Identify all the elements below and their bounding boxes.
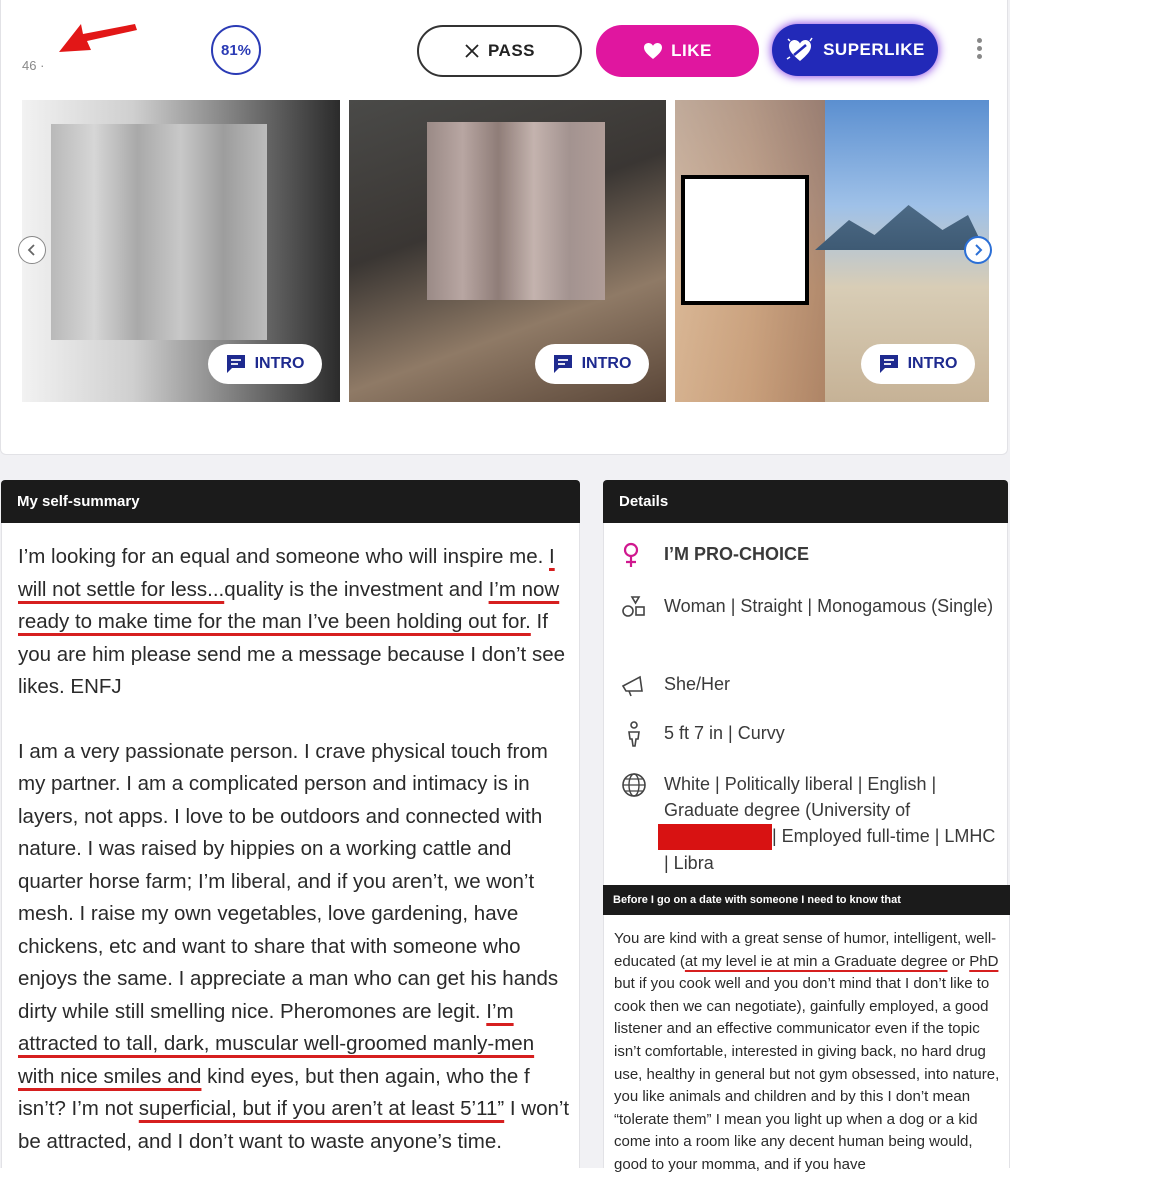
intro-label: INTRO [581,355,632,372]
self-summary-panel [1,523,580,1168]
body-text: 5 ft 7 in | Curvy [664,723,785,743]
match-percentage: 81% [211,25,261,75]
underlined-text: I will not settle for less... [18,545,555,601]
female-symbol-icon [620,541,648,569]
self-summary-header: My self-summary [1,480,580,523]
chevron-right-icon [972,244,984,256]
chevron-left-icon [26,244,38,256]
previous-photo-button[interactable] [18,236,46,264]
blurred-face-redaction [427,122,605,300]
question-answer-text: You are kind with a great sense of humor, intelligent, well-educated (at my level ie at min a Graduate degree or PhD but if you cook well and you don’t mind that I don’t like to cook then we can negotiate), gainfully employed, a good listener and an effective communicator even if the topic isn’t comfortable, interested in giving back, no hard drug use, healthy in general but not gym obsessed, into nature, you like animals and children and by this I don’t mean “tolerate them” I mean you light up when a dog or a kid come into a room like any decent human being would, good to your momma, and if you have [614,930,1000,1173]
shapes-icon [620,593,648,621]
details-row-identity [620,593,1000,621]
underlined-text: I’m attracted to tall, dark, muscular well-groomed manly-men with nice smiles and [18,999,535,1088]
question-header: Before I go on a date with someone I need to know that [603,885,1010,915]
pass-label: PASS [487,41,536,60]
superlike-label: SUPERLIKE [823,40,925,59]
details-row-background [620,771,1000,876]
like-button[interactable] [596,25,759,77]
red-arrow-annotation [53,14,139,54]
close-icon [464,43,480,59]
chat-bubble-icon [879,354,899,374]
chat-bubble-icon [226,354,246,374]
details-row-prochoice [620,541,1000,569]
intro-button-2[interactable] [535,344,649,384]
intro-button-1[interactable] [208,344,322,384]
next-photo-button[interactable] [964,236,992,264]
profile-card [0,0,1008,455]
underlined-text: superficial, but if you aren’t at least 5’11” [138,1097,505,1120]
underlined-text: at my level ie at min a Graduate degree [684,952,948,970]
details-row-pronouns [620,671,1000,699]
age-location: 46 · [22,58,45,73]
background-text: White | Politically liberal | English | Graduate degree (University of | Employed full-time | LMHC | Libra [664,771,1000,876]
prochoice-label: I’M PRO-CHOICE [664,544,810,564]
intro-label: INTRO [254,355,305,372]
intro-button-3[interactable] [861,344,975,384]
summary-paragraph-1: I’m looking for an equal and someone who will inspire me. I will not settle for less...quality is the investment and I’m now ready to make time for the man I’ve been holding out for. If you are him please send me a message because I don’t see likes. ENFJ [18,545,565,698]
chat-bubble-icon [553,354,573,374]
more-options-icon[interactable] [977,38,987,62]
person-icon [620,720,648,748]
mountain-backdrop [815,200,985,250]
identity-text: Woman | Straight | Monogamous (Single) [664,596,994,616]
heart-icon [643,42,663,60]
red-redaction-box [658,824,772,850]
underlined-text: PhD [969,952,999,970]
profile-photo-2[interactable] [349,100,666,402]
like-label: LIKE [671,41,712,60]
intro-label: INTRO [907,355,958,372]
summary-paragraph-2: I am a very passionate person. I crave physical touch from my partner. I am a complicated person and intimacy is in layers, not apps. I love to be outdoors and connected with nature. I was raised by hippies on a working cattle and quarter horse farm; I’m liberal, and if you aren’t, we won’t mesh. I raise my own vegetables, love gardening, have chickens, etc and want to share that with someone who enjoys the same. I appreciate a man who can get his hands dirty while still smelling nice. Pheromones are legit. I’m attracted to tall, dark, muscular well-groomed manly-men with nice smiles and kind eyes, but then again, who the f isn’t? I’m not superficial, but if you aren’t at least 5’11” I won’t be attracted, and I don’t want to waste anyone’s time. [18,739,570,1153]
details-panel [603,523,1008,885]
profile-photo-1[interactable] [22,100,340,402]
superlike-button[interactable] [772,24,938,76]
superlike-heart-icon [785,35,815,65]
globe-icon [620,771,648,799]
details-header: Details [603,480,1008,523]
self-summary-text [18,541,573,1190]
details-row-body [620,720,1000,748]
blurred-face-redaction [51,124,267,340]
underlined-text: I’m now ready to make time for the man I’ve been holding out for. [18,577,560,633]
pronouns-text: She/Her [664,674,731,694]
profile-photo-3[interactable] [675,100,989,402]
pass-button[interactable] [417,25,582,77]
megaphone-icon [620,671,648,699]
white-box-redaction [681,175,809,305]
question-panel [603,915,1010,1173]
